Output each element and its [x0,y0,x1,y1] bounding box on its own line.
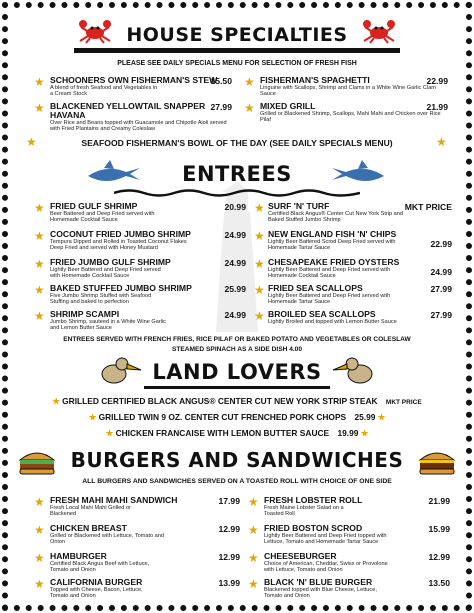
entree-item: NEW ENGLAND FISH 'N' CHIPS 22.99 Lightly Beer Battered Scrod Deep Fried served with Homemade Tartar Sauce [268,229,452,252]
burger-item: BLACK 'N' BLUE BURGER 13.50 Blackened topped with Blue Cheese, Lettuce, Tomato and Onion [264,577,450,600]
entree-item: FRIED SEA SCALLOPS 27.99 Lightly Beer Battered and Deep Fried served with Homemade Tartar Sauce [268,283,452,306]
entree-item: SURF 'N' TURF MKT PRICE Certified Black Angus® Center Cut New York Strip and Baked Stuffed Jumbo Shrimp [268,201,452,224]
house-item: BLACKENED YELLOWTAIL SNAPPER HAVANA 27.99 Over Rice and Beans topped with Guacamole and Chipotle Aioli served with Fried Plantains and Creamy Coleslaw [50,101,232,133]
burger-item: CALIFORNIA BURGER 13.99 Topped with Cheese, Bacon, Lettuce, Tomato and Onion [50,577,240,600]
entree-item: FRIED GULF SHRIMP 20.99 Beer Battered and Deep Fried served with Homemade Cocktail Sauce [50,201,246,224]
spinach-note: STEAMED SPINACH AS A SIDE DISH 4.00 [171,346,303,353]
star-icon: ★ [34,309,45,323]
menu-page [14,12,460,602]
house-item: MIXED GRILL 21.99 Grilled or Blackened Shrimp, Scallops, Mahi Mahi and Chicken over Rice Pilaf [260,101,448,124]
star-icon: ★ [254,283,265,297]
house-title: HOUSE SPECIALTIES [126,24,348,46]
star-icon: ★ [436,135,447,149]
star-icon: ★ [377,412,386,422]
house-item: FISHERMAN'S SPAGHETTI 22.99 Linguine with Scallops, Shrimp and Clams in a White Wine Garlic Clam Sauce [260,75,448,98]
star-icon: ★ [34,201,45,215]
entrees-title: ENTREES [182,162,292,186]
burger-item: FRESH LOBSTER ROLL 21.99 Fresh Maine Lobster Salad on a Toasted Roll [264,495,450,518]
star-icon: ★ [244,101,255,115]
land-title: LAND LOVERS [152,360,322,384]
burger-item: FRESH MAHI MAHI SANDWICH 17.99 Fresh Local Mahi Mahi Grilled or Blackened [50,495,240,518]
land-item-pork: ★ GRILLED TWIN 9 OZ. CENTER CUT FRENCHED PORK CHOPS 25.99 ★ [88,412,386,422]
bowl-of-day: SEAFOOD FISHERMAN'S BOWL OF THE DAY (SEE DAILY SPECIALS MENU) [81,138,393,148]
star-icon: ★ [244,75,255,89]
star-icon: ★ [254,229,265,243]
star-icon: ★ [360,428,369,438]
star-icon: ★ [248,523,259,537]
star-icon: ★ [248,495,259,509]
entrees-note: ENTREES SERVED WITH FRENCH FRIES, RICE PILAF OR BAKED POTATO AND VEGETABLES OR COLESLAW [63,336,411,343]
land-item-steak: ★ GRILLED CERTIFIED BLACK ANGUS® CENTER CUT NEW YORK STRIP STEAK MKT PRICE [52,396,422,406]
star-icon: ★ [34,523,45,537]
burger-item: CHICKEN BREAST 12.99 Grilled or Blackened with Lettuce, Tomato and Onion [50,523,240,546]
house-subtitle: PLEASE SEE DAILY SPECIALS MENU FOR SELECTION OF FRESH FISH [117,60,357,67]
entree-item: SHRIMP SCAMPI 24.99 Jumbo Shrimp, sauteed in a White Wine Garlic and Lemon Butter Sauce [50,309,246,332]
house-title-bar [74,48,400,53]
house-item: SCHOONERS OWN FISHERMAN'S STEW 15.50 A blend of fresh Seafood and Vegetables in a Cream Stock [50,75,232,98]
star-icon: ★ [254,309,265,323]
star-icon: ★ [34,495,45,509]
entree-item: COCONUT FRIED JUMBO SHRIMP 24.99 Tempura Dipped and Rolled in Toasted Coconut Flakes Deep Fried and served with Honey Mustard [50,229,246,252]
star-icon: ★ [254,257,265,271]
star-icon: ★ [52,396,60,406]
star-icon: ★ [34,283,45,297]
burgers-title: BURGERS AND SANDWICHES [70,448,404,472]
star-icon: ★ [88,412,97,422]
star-icon: ★ [105,428,114,438]
entree-item: FRIED JUMBO GULF SHRIMP 24.99 Lightly Beer Battered and Deep Fried served with Homemade Cocktail Sauce [50,257,246,280]
entree-item: BROILED SEA SCALLOPS 27.99 Lightly Broiled and topped with Lemon Butter Sauce [268,309,452,325]
star-icon: ★ [248,551,259,565]
land-title-bar [144,386,330,389]
star-icon: ★ [34,577,45,591]
entree-item: CHESAPEAKE FRIED OYSTERS 24.99 Lightly Beer Battered and Deep Fried served with Homemade Cocktail Sauce [268,257,452,280]
star-icon: ★ [34,101,45,115]
star-icon: ★ [248,577,259,591]
wave-divider [114,188,360,198]
star-icon: ★ [34,229,45,243]
star-icon: ★ [26,135,37,149]
star-icon: ★ [34,257,45,271]
star-icon: ★ [34,551,45,565]
burgers-subtitle: ALL BURGERS AND SANDWICHES SERVED ON A TOASTED ROLL WITH CHOICE OF ONE SIDE [82,478,392,485]
land-item-chicken: ★ CHICKEN FRANCAISE WITH LEMON BUTTER SAUCE 19.99 ★ [105,428,369,438]
entree-item: BAKED STUFFED JUMBO SHRIMP 25.99 Five Jumbo Shrimp Stuffed with Seafood Stuffing and baked to perfection [50,283,246,306]
burger-item: FRIED BOSTON SCROD 15.99 Lightly Beer Battered and Deep Fried topped with Lettuce, Tomato and Homemade Tartar Sauce [264,523,450,546]
burger-item: HAMBURGER 12.99 Certified Black Angus Beef with Lettuce, Tomato and Onion [50,551,240,574]
burger-item: CHEESEBURGER 12.99 Choice of American, Cheddar, Swiss or Provolone with Lettuce, Tomato and Onion [264,551,450,574]
star-icon: ★ [254,201,265,215]
star-icon: ★ [34,75,45,89]
